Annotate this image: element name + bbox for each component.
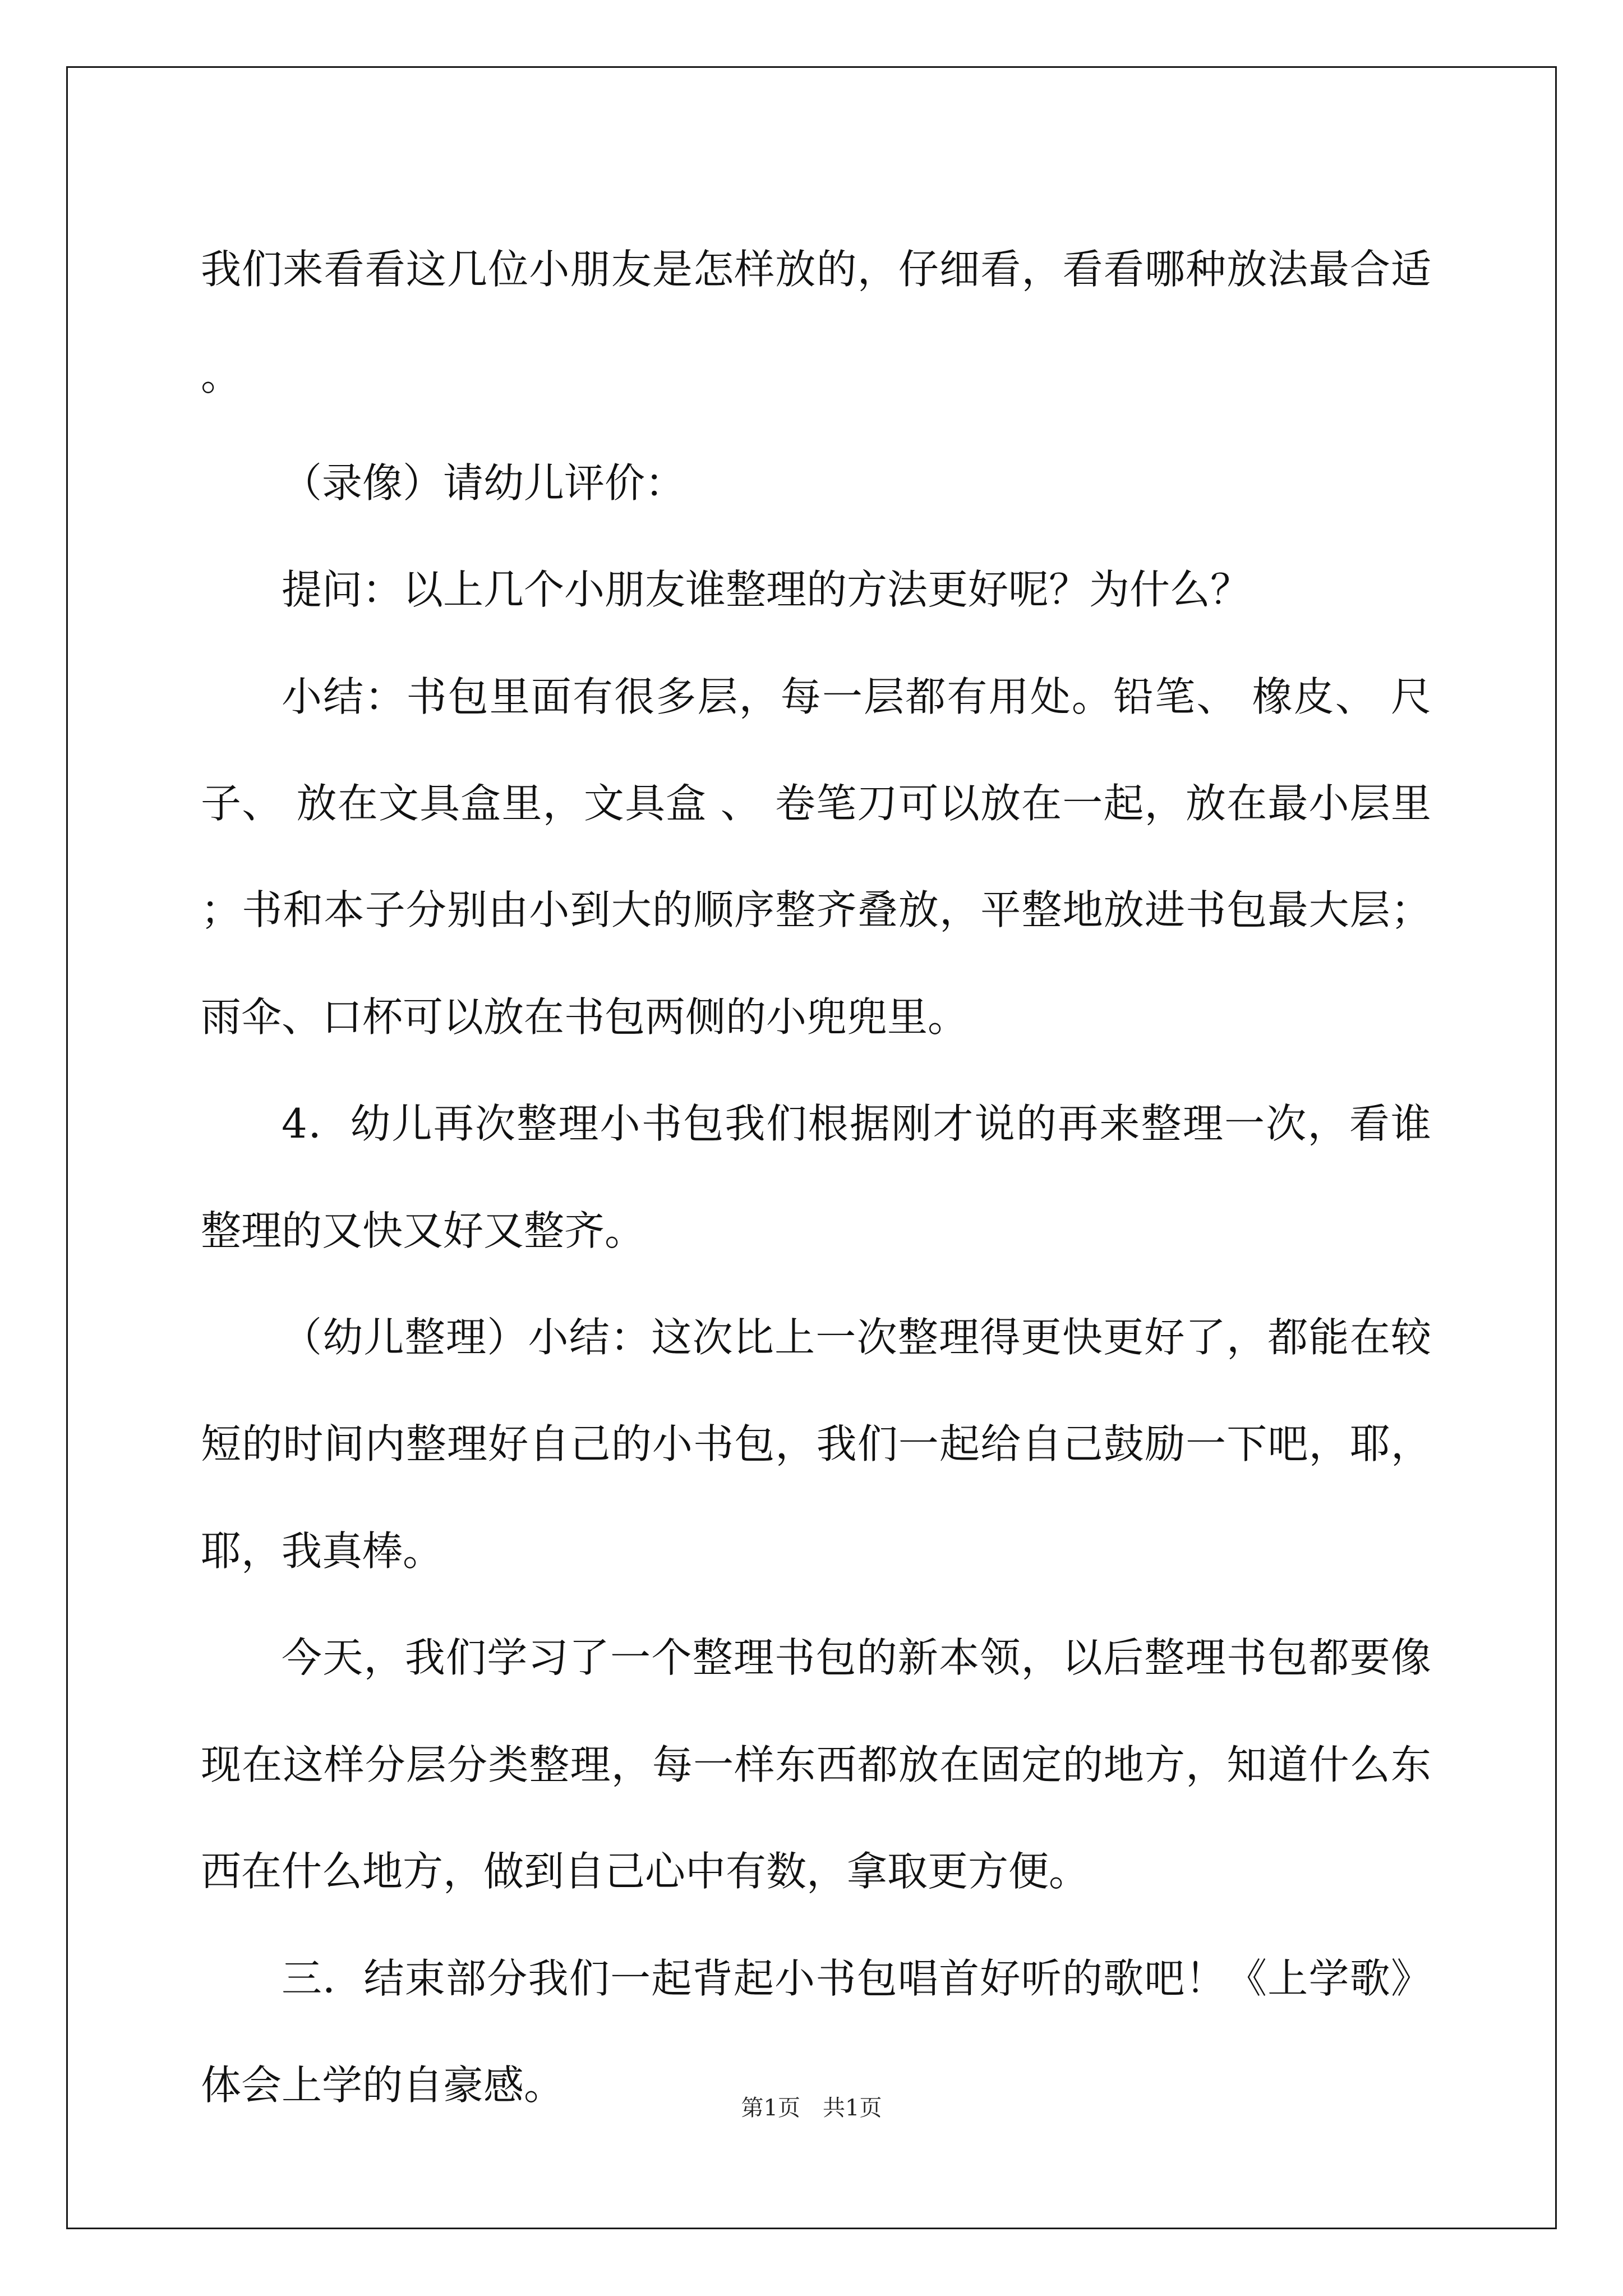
paragraph: 三．结束部分我们一起背起小书包唱首好听的歌吧！《上学歌》体会上学的自豪感。	[201, 1954, 1431, 2109]
paragraph: （幼儿整理）小结：这次比上一次整理得更快更好了，都能在较短的时间内整理好自己的小书包，我们一起给自己鼓励一下吧，耶，耶，我真棒。	[201, 1314, 1431, 1575]
page-number-footer: 第1页 共1页	[741, 2095, 882, 2121]
paragraph: 今天，我们学习了一个整理书包的新本领，以后整理书包都要像现在这样分层分类整理，每一样东西都放在固定的地方，知道什么东西在什么地方，做到自己心中有数，拿取更方便。	[201, 1634, 1431, 1895]
paragraph: 4．幼儿再次整理小书包我们根据刚才说的再来整理一次，看谁整理的又快又好又整齐。	[201, 1100, 1431, 1254]
paragraph: 我们来看看这几位小朋友是怎样放的，仔细看，看看哪种放法最合适。	[201, 246, 1431, 400]
paragraph: 提问：以上几个小朋友谁整理的方法更好呢？为什么？	[282, 566, 1251, 614]
paragraph: 小结：书包里面有很多层，每一层都有用处。铅笔、 橡皮、 尺子、 放在文具盒里，文具盒 、 卷笔刀可以放在一起，放在最小层里；书和本子分别由小到大的顺序整齐叠放，平整地放进书包最大层；雨伞、口杯可以放在书包两侧的小兜兜里。	[201, 673, 1431, 1041]
paragraph: （录像）请幼儿评价：	[282, 459, 686, 507]
document-body	[201, 216, 1431, 2138]
